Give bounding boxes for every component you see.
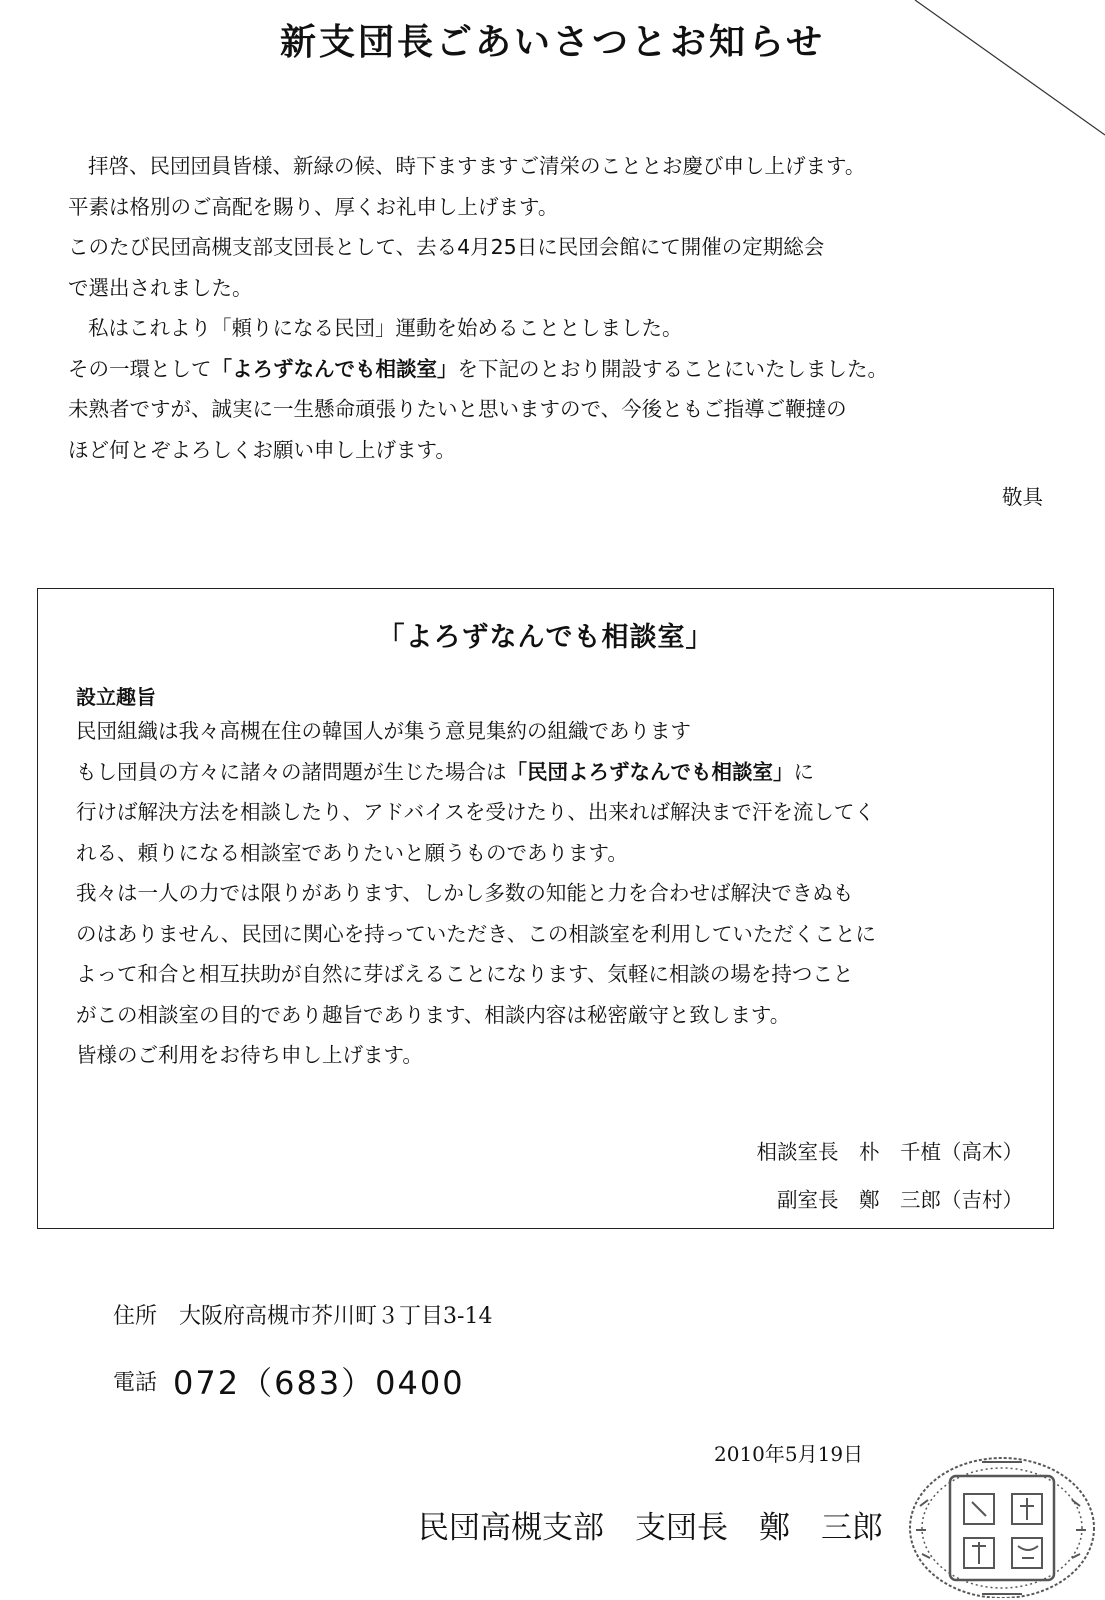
letter-line: 私はこれより「頼りになる民団」運動を始めることとしました。 (88, 316, 683, 340)
phone-label: 電話 (113, 1370, 158, 1396)
issuer-signature: 民団高槻支部 支団長 鄭 三郎 (418, 1510, 883, 1546)
box-line: がこの相談室の目的であり趣旨であります、相談内容は秘密厳守と致します。 (76, 1002, 791, 1027)
phone-number: 072（683）0400 (173, 1364, 465, 1402)
room-chief: 相談室長 朴 千植（高木） (756, 1140, 1023, 1164)
address (113, 1299, 492, 1330)
box-line: れる、頼りになる相談室でありたいと願うものであります。 (76, 840, 628, 865)
greeting-letter (68, 146, 1058, 470)
date: 2010年5月19日 (714, 1442, 864, 1466)
box-line: 民団組織は我々高槻在住の韓国人が集う意見集約の組織であります (76, 719, 691, 743)
box-line: のはありません、民団に関心を持っていただき、この相談室を利用していただくことに (76, 921, 876, 946)
box-heading: 設立趣旨 (76, 685, 156, 709)
page-title: 新支団長ごあいさつとお知らせ (280, 22, 825, 63)
phone (113, 1358, 465, 1404)
box-line: もし団員の方々に諸々の諸問題が生じた場合は「民団よろずなんでも相談室」に (76, 759, 814, 784)
consultation-room-name: 「民団よろずなんでも相談室」 (506, 759, 794, 784)
letter-line: その一環として「よろずなんでも相談室」を下記のとおり開設することにいたしました。 (68, 356, 888, 381)
letter-line: 未熟者ですが、誠実に一生懸命頑張りたいと思いますので、今後ともご指導ご鞭撻の (68, 397, 847, 421)
letter-line: 平素は格別のご高配を賜り、厚くお礼申し上げます。 (68, 194, 559, 219)
consultation-room-box (37, 588, 1054, 1229)
box-line: よって和合と相互扶助が自然に芽ばえることになります、気軽に相談の場を持つこと (76, 962, 854, 986)
letter-line: 拝啓、民団団員皆様、新緑の候、時下ますますご清栄のこととお慶び申し上げます。 (88, 154, 866, 178)
box-line: 我々は一人の力では限りがあります、しかし多数の知能と力を合わせば解決できぬも (76, 881, 854, 905)
address-label: 住所 (113, 1304, 158, 1329)
letter-line: で選出されました。 (68, 275, 253, 300)
address-value: 大阪府高槻市芥川町３丁目3-14 (179, 1304, 493, 1329)
official-seal-icon (892, 1446, 1097, 1598)
vice-chief: 副室長 鄭 三郎（吉村） (777, 1188, 1023, 1212)
box-body (76, 711, 1036, 1076)
consultation-room-name: 「よろずなんでも相談室」 (211, 356, 458, 381)
letter-line: このたび民団高槻支部支団長として、去る4月25日に民団会館にて開催の定期総会 (68, 235, 825, 259)
closing-word: 敬具 (1002, 485, 1043, 509)
box-line: 行けば解決方法を相談したり、アドバイスを受けたり、出来れば解決まで汗を流してく (76, 800, 875, 824)
box-title: 「よろずなんでも相談室」 (377, 622, 714, 653)
letter-line: ほど何とぞよろしくお願い申し上げます。 (68, 437, 456, 462)
box-line: 皆様のご利用をお待ち申し上げます。 (76, 1043, 423, 1067)
